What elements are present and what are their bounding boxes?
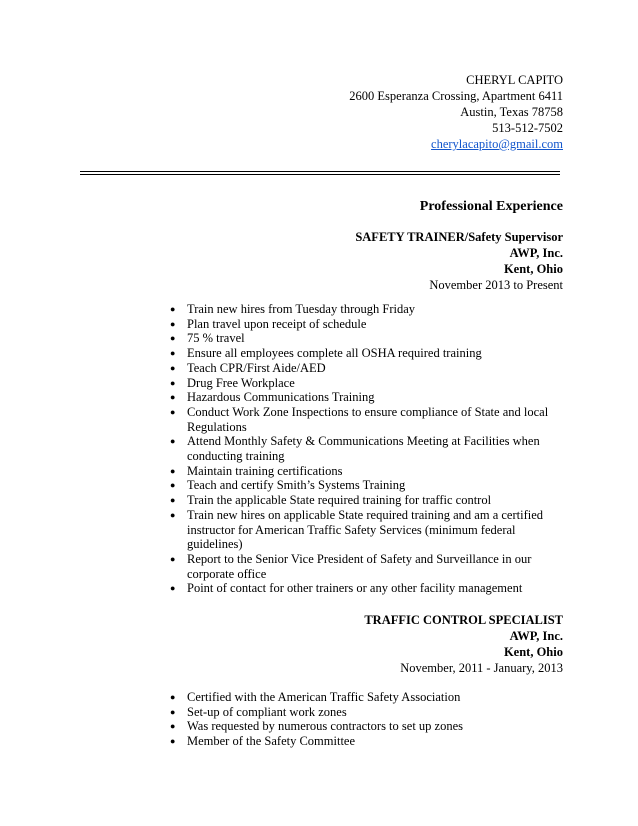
address-line-2: Austin, Texas 78758 bbox=[460, 105, 563, 119]
list-item: ● Ensure all employees complete all OSHA required training bbox=[170, 346, 565, 361]
applicant-name: CHERYL CAPITO bbox=[466, 73, 563, 87]
list-item: ● Attend Monthly Safety & Communications Meeting at Facilities when conducting training bbox=[170, 434, 565, 463]
job-company: AWP, Inc. bbox=[509, 629, 563, 643]
job-title: TRAFFIC CONTROL SPECIALIST bbox=[364, 613, 563, 627]
job-title: SAFETY TRAINER/Safety Supervisor bbox=[355, 230, 563, 244]
list-item: ● Set-up of compliant work zones bbox=[170, 705, 565, 720]
list-item: ● Train new hires on applicable State required training and am a certified instructor for American Traffic Safety Services (minimum federal guidelines) bbox=[170, 508, 565, 552]
list-item: ● Plan travel upon receipt of schedule bbox=[170, 317, 565, 332]
list-item: ● Maintain training certifications bbox=[170, 464, 565, 479]
job-2-heading bbox=[364, 612, 563, 676]
list-item: ● Teach and certify Smith’s Systems Training bbox=[170, 478, 565, 493]
list-item: ● Member of the Safety Committee bbox=[170, 734, 565, 749]
list-item: ● Conduct Work Zone Inspections to ensure compliance of State and local Regulations bbox=[170, 405, 565, 434]
list-item: ● Train the applicable State required training for traffic control bbox=[170, 493, 565, 508]
job-location: Kent, Ohio bbox=[503, 645, 563, 659]
list-item: ● Drug Free Workplace bbox=[170, 376, 565, 391]
job-1-heading bbox=[355, 229, 563, 293]
email-link[interactable]: cherylacapito@gmail.com bbox=[431, 137, 563, 151]
list-item: ● Report to the Senior Vice President of Safety and Surveillance in our corporate office bbox=[170, 552, 565, 581]
list-item: ● Certified with the American Traffic Safety Association bbox=[170, 690, 565, 705]
header-divider bbox=[80, 171, 560, 175]
list-item: ● Teach CPR/First Aide/AED bbox=[170, 361, 565, 376]
list-item: ● Hazardous Communications Training bbox=[170, 390, 565, 405]
job-2-duties bbox=[170, 690, 565, 749]
job-dates: November, 2011 - January, 2013 bbox=[400, 661, 563, 675]
phone-number: 513-512-7502 bbox=[492, 121, 563, 135]
list-item: ● Train new hires from Tuesday through Friday bbox=[170, 302, 565, 317]
job-company: AWP, Inc. bbox=[509, 246, 563, 260]
list-item: ● Point of contact for other trainers or any other facility management bbox=[170, 581, 565, 596]
list-item: ● 75 % travel bbox=[170, 331, 565, 346]
job-location: Kent, Ohio bbox=[503, 262, 563, 276]
job-1-duties bbox=[170, 302, 565, 596]
job-dates: November 2013 to Present bbox=[429, 278, 563, 292]
section-title: Professional Experience bbox=[419, 199, 563, 214]
address-line-1: 2600 Esperanza Crossing, Apartment 6411 bbox=[349, 89, 563, 103]
list-item: ● Was requested by numerous contractors to set up zones bbox=[170, 719, 565, 734]
contact-header bbox=[349, 72, 563, 152]
